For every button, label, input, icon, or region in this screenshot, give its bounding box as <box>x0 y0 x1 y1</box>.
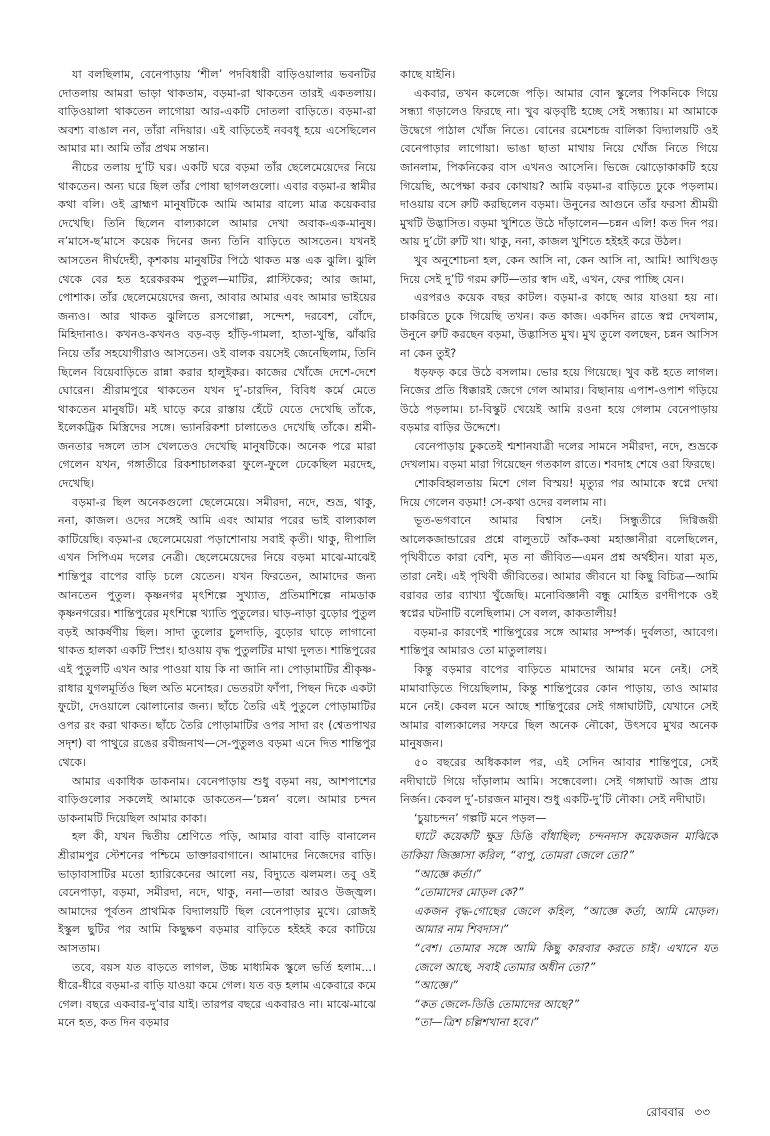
left-column <box>58 66 376 1106</box>
paragraph: ‘চুয়াচন্দন’ গল্পটি মনে পড়ল— <box>414 811 547 825</box>
paragraph: বড়মা-র ছিল অনেকগুলো ছেলেমেয়ে। সমীরদা, নদে, শুভ্র, থাকু, ননা, কাজল। ওদের সঙ্গেই আমি এবং আমার পরের ভাই বাল্যকাল কাটিয়েছি। বড়মা-র ছেলেমেয়েরা পড়াশোনায় সবাই কৃতী। থাকু, দীপালি এখন সিপিএম দলের নেত্রী। ছেলেমেয়েদের নিয়ে বড়মা মাঝে-মাঝেই শান্তিপুর বাপের বাড়ি চলে যেতেন। যখন ফিরতেন, আমাদের জন্য আনতেন পুতুল। কৃষ্ণনগর মৃৎশিল্পে সুখ্যাত, প্রতিমাশিল্পে নামডাক কৃষ্ণনগরের। শান্তিপুরের মৃৎশিল্পে খ্যাতি পুতুলের। ঘাড়-নাড়া বুড়োর পুতুল বড়ই আকর্ষণীয় ছিল। সাদা তুলোর চুলদাড়ি, বুড়োর ঘাড়ে লাগানো থাকত হালকা একটি স্প্রিং। হাওয়ায় বৃদ্ধ পুতুলটির মাথা দুলত। শান্তিপুরের এই পুতুলটি এখন আর পাওয়া যায় কি না জানি না। পোড়ামাটির শ্রীকৃষ্ণ-রাধার যুগলমূর্তিও ছিল অতি মনোহর। ভেতরটা ফাঁপা, পিছন দিকে একটা ফুটো, দেওয়ালে ঝোলানোর জন্য। ছাঁচে তৈরি এই পুতুলে পোড়ামাটির ওপর রং করা থাকত। ছাঁচে তৈরি পোড়ামাটির ওপর সাদা রং (শ্বেতপাথর সদৃশ) বা পাথুরে রঙের রবীন্দ্রনাথ—সে-পুতুলও বড়মা এনে দিত শান্তিপুর থেকে। <box>58 495 376 769</box>
quote-line: “তোমাদের মোড়ল কে?” <box>414 886 524 900</box>
quote-line: “তা—ত্রিশ চল্লিশখানা হবে।” <box>414 1016 539 1030</box>
page-folio <box>646 1104 710 1124</box>
paragraph: এরপরও কয়েক বছর কাটল। বড়মা-র কাছে আর যাওয়া হয় না। চাকরিতে ঢুকে গিয়েছি তখন। কত কাজ। একদিন রাতে স্বপ্ন দেখলাম, উনুনে রুটি করছেন বড়মা, উদ্ভাসিত মুখ। মুখ তুলে বলছেন, চন্নন আসিস না কেন তুই? <box>400 291 718 360</box>
quote-line: ঘাটে কয়েকটি ক্ষুদ্র ডিঙি বাঁধাছিল; চন্দনদাস কয়েকজন মাঝিকে ডাকিয়া জিজ্ঞাসা করিল, “বাপু, তোমরা জেলে তো?” <box>400 830 718 862</box>
paragraph: হল কী, যখন দ্বিতীয় শ্রেণিতে পড়ি, আমার বাবা বাড়ি বানালেন শ্রীরামপুর স্টেশনের পশ্চিমে ডাক্তারবাগানে। আমাদের নিজেদের বাড়ি। ভাড়াবাসাটির মতো হ্যারিকেনের আলো নয়, বিদ্যুতে ঝলমল। তবু ওই বেনেপাড়া, বড়মা, সমীরদা, নদে, থাকু, ননা—তারা আরও উজ্জ্বল। আমাদের পূর্বতন প্রাথমিক বিদ্যালয়টি ছিল বেনেপাড়ার মুখে। রোজই ইস্কুল ছুটির পর আমি কিছুক্ষণ বড়মার বাড়িতে হইহই করে কাটিয়ে আসতাম। <box>58 830 376 955</box>
paragraph: যা বলছিলাম, বেনেপাড়ায় ‘শীল’ পদবিধারী বাড়িওয়ালার ভবনটির দোতলায় আমরা ভাড়া থাকতাম, বড়মা-রা থাকতেন তারই একতলায়। বাড়িওয়ালা থাকতেন লাগোয়া আর-একটি দোতলা বাড়িতে। বড়মা-রা অবশ্য বাঙাল নন, তাঁরা নদিয়ার। এই বাড়িতেই নববধূ হয়ে এসেছিলেন আমার মা। আমি তাঁর প্রথম সন্তান। <box>58 68 376 156</box>
paragraph: শোকবিহ্বলতায় মিশে গেল বিস্ময়! মৃত্যুর পর আমাকে স্বপ্নে দেখা দিয়ে গেলেন বড়মা! সে-কথা ওদের বললাম না। <box>400 477 718 509</box>
paragraph-continuation: কাছে যাইনি। <box>400 68 456 81</box>
paragraph: একবার, তখন কলেজে পড়ি। আমার বোন স্কুলের পিকনিকে গিয়ে সন্ধ্যা গড়ালেও ফিরছে না। খুব ঝড়বৃষ্টি হচ্ছে সেই সন্ধ্যায়। মা আমাকে উদ্বেগে পাঠাল খোঁজ নিতে। বোনের রমেশচন্দ্র বালিকা বিদ্যালয়টি ওই বেনেপাড়ার লাগোয়া। ভাঙা ছাতা মাথায় নিয়ে খোঁজ নিতে গিয়ে জানলাম, পিকনিকের বাস এখনও আসেনি। ভিজে ঝোড়োকাকটি হয়ে গিয়েছি, অপেক্ষা করব কোথায়? আমি বড়মা-র বাড়িতে ঢুকে পড়লাম। দাওয়ায় বসে রুটি করছিলেন বড়মা। উনুনের আগুনে তাঁর ফরসা শ্রীময়ী মুখটি উদ্ভাসিত। বড়মা খুশিতে উঠে দাঁড়ালেন—চন্নন এলি! কত দিন পর। আয় দু’টো রুটি খা। থাকু, ননা, কাজল খুশিতে হইহই করে উঠল। <box>400 86 718 249</box>
right-column <box>400 66 718 1106</box>
quote-line: “কত জেলে-ডিঙি তোমাদের আছে?” <box>414 997 580 1011</box>
quote-line: “আজ্ঞে।” <box>414 979 458 993</box>
quote-line: একজন বৃদ্ধ-গোছের জেলে কহিল, “আজ্ঞে কর্তা, আমি মোড়ল। আমার নাম শিবদাস।” <box>414 904 718 937</box>
page-number: ৩৩ <box>694 1105 710 1119</box>
paragraph: তবে, বয়স যত বাড়তে লাগল, উচ্চ মাধ্যমিক স্কুলে ভর্তি হলাম...। ধীরে-ধীরে বড়মা-র বাড়ি যাওয়া কমে গেল। যত বড় হলাম একেবারে কমে গেল। বছরে একবার-দু’বার যাই। তারপর বছরে একবারও না। মাঝে-মাঝে মনে হত, কত দিন বড়মার <box>58 960 376 1030</box>
paragraph: খুব অনুশোচনা হল, কেন আসি না, কেন আসি না, আমি! আখিগুড় দিয়ে সেই দু’টি গরম রুটি—তার স্বাদ এই, এখন, ফের পাচ্ছি যেন। <box>400 253 718 286</box>
quote-line: “বেশ। তোমার সঙ্গে আমি কিছু কারবার করতে চাই। এখানে যত জেলে আছে, সবাই তোমার অধীন তো?” <box>414 941 718 974</box>
folio-day: রোববার <box>646 1105 685 1119</box>
paragraph: নীচের তলায় দু’টি ঘর। একটি ঘরে বড়মা তাঁর ছেলেমেয়েদের নিয়ে থাকতেন। অন্য ঘরে ছিল তাঁর পোষা ছাগলগুলো। এবার বড়মা-র স্বামীর কথা বলি। ওই ব্রাহ্মণ মানুষটিকে আমি আমার বাল্যে মাত্র কয়েকবার দেখেছি। তিনি ছিলেন বাল্যকালে আমার দেখা অবাক-এক-মানুষ। ন’মাসে-ছ’মাসে কয়েক দিনের জন্য তিনি বাড়িতে আসতেন। যখনই আসতেন দীর্ঘদেহী, কৃশকায় মানুষটির পিঠে থাকত মস্ত এক ঝুলি। ঝুলি থেকে বের হত হরেকরকম পুতুল—মাটির, প্লাস্টিকের; আর জামা, পোশাক। তাঁর ছেলেমেয়েদের জন্য, আবার আমার এবং আমার ভাইয়ের জন্যও। আর থাকত ঝুলিতে রসগোল্লা, সন্দেশ, দরবেশ, বোঁদে, মিহিদানাও। কখনও-কখনও বড়-বড় হাঁড়ি-গামলা, হাতা-খুন্তি, ঝাঁঝরি নিয়ে তাঁর সহযোগীরাও আসতেন। ওই বালক বয়সেই জেনেছিলাম, তিনি ছিলেন বিয়েবাড়িতে রান্না করার হালুইকর। কাজের খোঁজে দেশে-দেশে ঘোরেন। শ্রীরামপুরে থাকতেন যখন দু’-চারদিন, বিবিধ কর্মে মেতে থাকতেন মানুষটি। মই ঘাড়ে করে রাস্তায় হেঁটে যেতে দেখেছি তাঁকে, ইলেকট্রিক মিস্ত্রিদের সঙ্গে। ভ্যানরিকশা চালাতেও দেখেছি তাঁকে। শ্রমী-জনতার দঙ্গলে তাস খেলতেও দেখেছি মানুষটিকে। অনেক পরে মারা গেলেন যখন, গঙ্গাতীরে রিকশাচালকরা ফুলে-ফুলে ঢেকেছিল মরদেহ, দেখেছি। <box>58 160 376 491</box>
paragraph: আমার একাধিক ডাকনাম। বেনেপাড়ায় শুধু বড়মা নয়, আশপাশের বাড়িগুলোর সকলেই আমাকে ডাকতেন—‘চন্নন’ বলে। আমার চন্দন ডাকনামটি দিয়েছিল আমার কাকা। <box>58 774 376 825</box>
paragraph: ধড়ফড় করে উঠে বসলাম। ভোর হয়ে গিয়েছে। খুব কষ্ট হতে লাগল। নিজের প্রতি ধিক্কারই জেগে গেল আমার। বিছানায় এপাশ-ওপাশ গড়িয়ে উঠে পড়লাম। চা-বিস্কুট খেয়েই আমি রওনা হয়ে গেলাম বেনেপাড়ায় বড়মার বাড়ির উদ্দেশে। <box>400 365 718 435</box>
paragraph: ভূত-ভগবানে আমার বিশ্বাস নেই। সিন্ধুতীরে দিগ্বিজয়ী আলেকজান্ডারের প্রশ্নে বালুতটে আঁক-কষা মহাজ্ঞানীরা বলেছিলেন, পৃথিবীতে কারা বেশি, মৃত না জীবিত—এমন প্রশ্ন অর্থহীন। যারা মৃত, তারা নেই। এই পৃথিবী জীবিতের। আমার জীবনে যা কিছু বিচিত্র—আমি বরাবর তার ব্যাখ্যা খুঁজেছি। মনোবিজ্ঞানী বন্ধু মোহিত রণদীপকে ওই স্বপ্নের ঘটনাটি বলেছিলাম। সে বলল, কাকতালীয়! <box>400 514 718 621</box>
paragraph: বেনেপাড়ায় ঢুকতেই শ্মশানযাত্রী দলের সামনে সমীরদা, নদে, শুভ্রকে দেখলাম। বড়মা মারা গিয়েছেন গতকাল রাতে। শবদাহ শেষে ওরা ফিরছে। <box>400 439 718 472</box>
paragraph: ৫০ বছরের অধিককাল পর, এই সেদিন আবার শান্তিপুরে, সেই নদীঘাটে গিয়ে দাঁড়ালাম আমি। সন্ধেবেলা। সেই গঙ্গাঘাট আজ প্রায় নির্জন। কেবল দু’-চারজন মানুষ। শুধু একটি-দু’টি নৌকা। সেই নদীঘাট। <box>400 755 718 807</box>
paragraph: কিন্তু বড়মার বাপের বাড়িতে মামাদের আমার মনে নেই। সেই মামাবাড়িতে গিয়েছিলাম, কিন্তু শান্তিপুরের কোন পাড়ায়, তাও আমার মনে নেই। কেবল মনে আছে শান্তিপুরের সেই গঙ্গাঘাটটি, যেখানে সেই আমার বাল্যকালের সফরে ছিল অনেক নৌকো, উৎসবে মুখর অনেক মানুষজন। <box>400 663 718 751</box>
paragraph: বড়মা-র কারণেই শান্তিপুরের সঙ্গে আমার সম্পর্ক। দুর্বলতা, আবেগ। শান্তিপুর আমারও তো মাতুলালয়। <box>400 625 718 658</box>
quote-line: “আজ্ঞে কর্তা।” <box>414 867 481 881</box>
